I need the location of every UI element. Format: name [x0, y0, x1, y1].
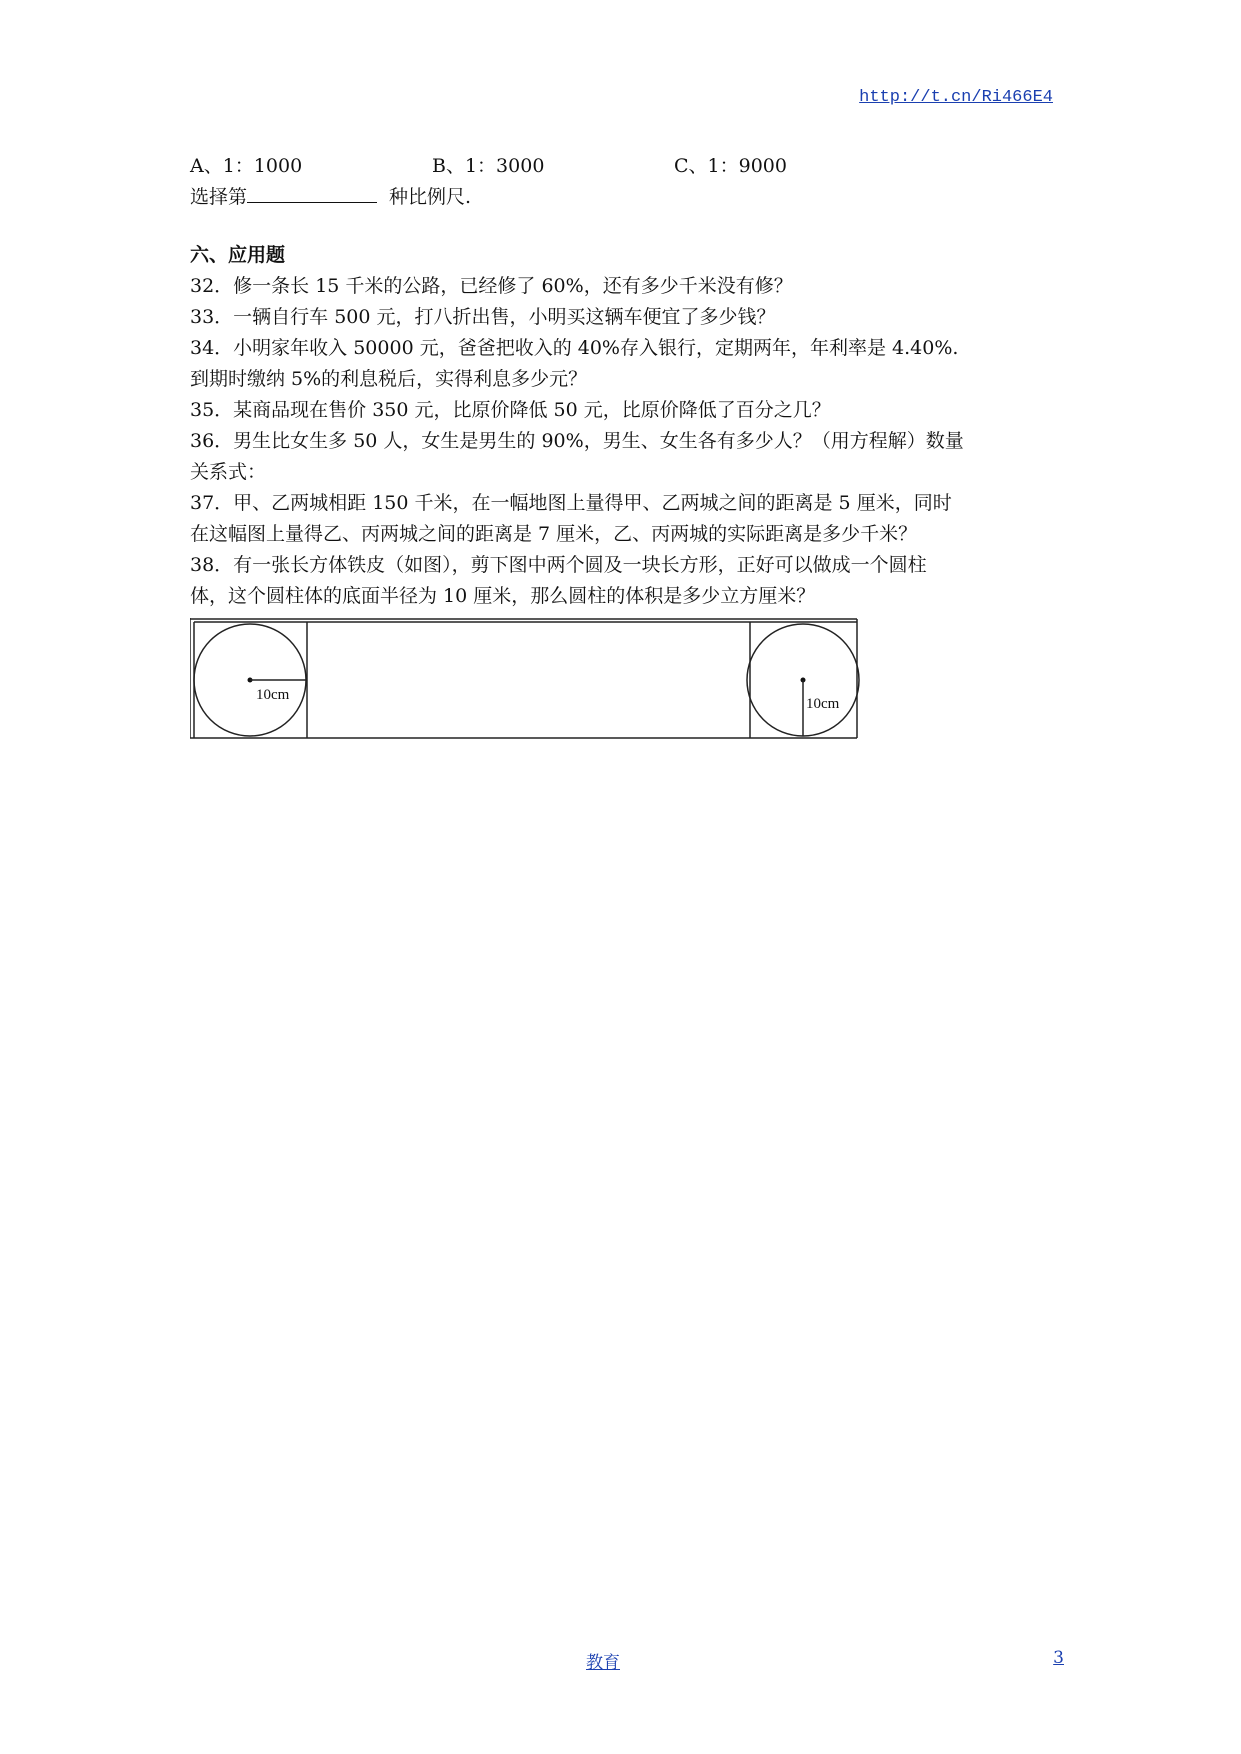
choice-b: B、1：3000 [432, 155, 545, 177]
question-line: 33．一辆自行车 500 元，打八折出售，小明买这辆车便宜了多少钱？ [190, 306, 776, 328]
page-number: 3 [1053, 1648, 1064, 1668]
choice-options [190, 150, 1060, 182]
fill-prefix: 选择第 [190, 186, 248, 208]
question-line: 体，这个圆柱体的底面半径为 10 厘米，那么圆柱的体积是多少立方厘米？ [190, 585, 816, 607]
header-link[interactable]: http://t.cn/Ri466E4 [859, 88, 1053, 107]
question-line: 32．修一条长 15 千米的公路，已经修了 60%，还有多少千米没有修？ [190, 275, 793, 297]
choice-a: A、1：1000 [190, 155, 303, 177]
question-line: 在这幅图上量得乙、丙两城之间的距离是 7 厘米，乙、丙两城的实际距离是多少千米？ [190, 523, 918, 545]
cylinder-net-figure [190, 618, 860, 740]
fill-suffix: 种比例尺. [389, 186, 472, 208]
question-line: 38．有一张长方体铁皮（如图），剪下图中两个圆及一块长方形，正好可以做成一个圆柱 [190, 554, 927, 576]
left-radius-label: 10cm [256, 687, 290, 703]
right-radius-label: 10cm [806, 696, 840, 712]
choice-c: C、1：9000 [674, 155, 787, 177]
question-line: 37．甲、乙两城相距 150 千米，在一幅地图上量得甲、乙两城之间的距离是 5 厘米，同时 [190, 492, 952, 514]
question-line: 34．小明家年收入 50000 元，爸爸把收入的 40%存入银行，定期两年，年利率是 4.40%. [190, 337, 959, 359]
document-body [190, 150, 1060, 740]
question-line: 36．男生比女生多 50 人，女生是男生的 90%，男生、女生各有多少人？（用方程解）数量 [190, 430, 964, 452]
question-line: 35．某商品现在售价 350 元，比原价降低 50 元，比原价降低了百分之几？ [190, 399, 831, 421]
section-title: 六、应用题 [190, 244, 286, 266]
footer-link[interactable]: 教育 [586, 1653, 620, 1673]
fill-blank-line [190, 182, 1060, 213]
question-line: 到期时缴纳 5%的利息税后，实得利息多少元？ [190, 368, 588, 390]
question-line: 关系式： [190, 461, 267, 483]
answer-blank [247, 182, 377, 203]
